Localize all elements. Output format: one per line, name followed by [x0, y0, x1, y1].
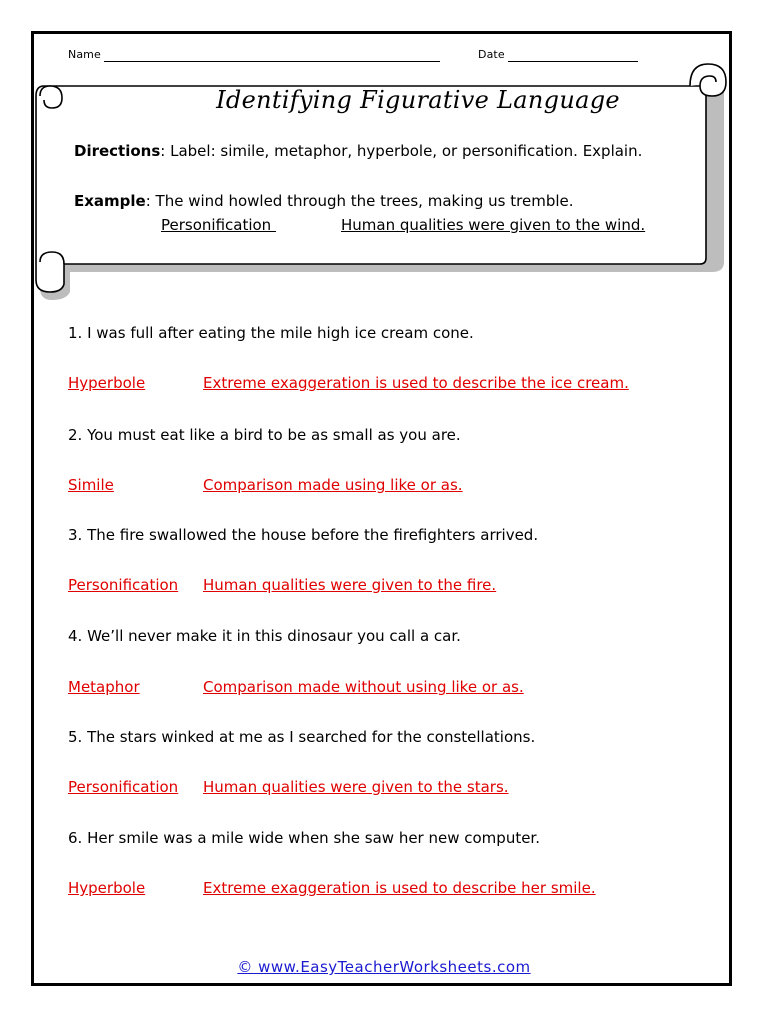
- example-answer-explanation: Human qualities were given to the wind.: [341, 216, 646, 234]
- example-answer-label: Personification: [161, 216, 276, 234]
- question-1: 1. I was full after eating the mile high ice cream cone.: [68, 324, 474, 342]
- example-sentence: : The wind howled through the trees, making us tremble.: [145, 192, 574, 210]
- answer-explanation-2: Comparison made using like or as.: [203, 476, 463, 494]
- directions: [74, 142, 642, 160]
- answer-label-1: Hyperbole: [68, 374, 146, 392]
- answer-explanation-1: Extreme exaggeration is used to describe the ice cream.: [203, 374, 629, 392]
- example: [74, 192, 574, 210]
- question-2: 2. You must eat like a bird to be as small as you are.: [68, 426, 461, 444]
- answer-explanation-6: Extreme exaggeration is used to describe her smile.: [203, 879, 596, 897]
- answer-explanation-4: Comparison made without using like or as.: [203, 678, 524, 696]
- question-3: 3. The fire swallowed the house before the firefighters arrived.: [68, 526, 539, 544]
- answer-explanation-5: Human qualities were given to the stars.: [203, 778, 509, 796]
- answer-label-6: Hyperbole: [68, 879, 146, 897]
- page-title: Identifying Figurative Language: [216, 86, 620, 114]
- date-label: Date: [478, 48, 505, 61]
- footer-link[interactable]: © www.EasyTeacherWorksheets.com: [237, 958, 531, 976]
- directions-label: Directions: [74, 142, 161, 160]
- question-6: 6. Her smile was a mile wide when she saw her new computer.: [68, 829, 540, 847]
- example-label: Example: [74, 192, 146, 210]
- answer-label-3: Personification: [68, 576, 179, 594]
- directions-text: : Label: simile, metaphor, hyperbole, or personification. Explain.: [160, 142, 643, 160]
- answer-explanation-3: Human qualities were given to the fire.: [203, 576, 497, 594]
- name-label: Name: [68, 48, 101, 61]
- answer-label-2: Simile: [68, 476, 114, 494]
- question-4: 4. We’ll never make it in this dinosaur you call a car.: [68, 627, 461, 645]
- question-5: 5. The stars winked at me as I searched for the constellations.: [68, 728, 536, 746]
- answer-label-5: Personification: [68, 778, 179, 796]
- answer-label-4: Metaphor: [68, 678, 140, 696]
